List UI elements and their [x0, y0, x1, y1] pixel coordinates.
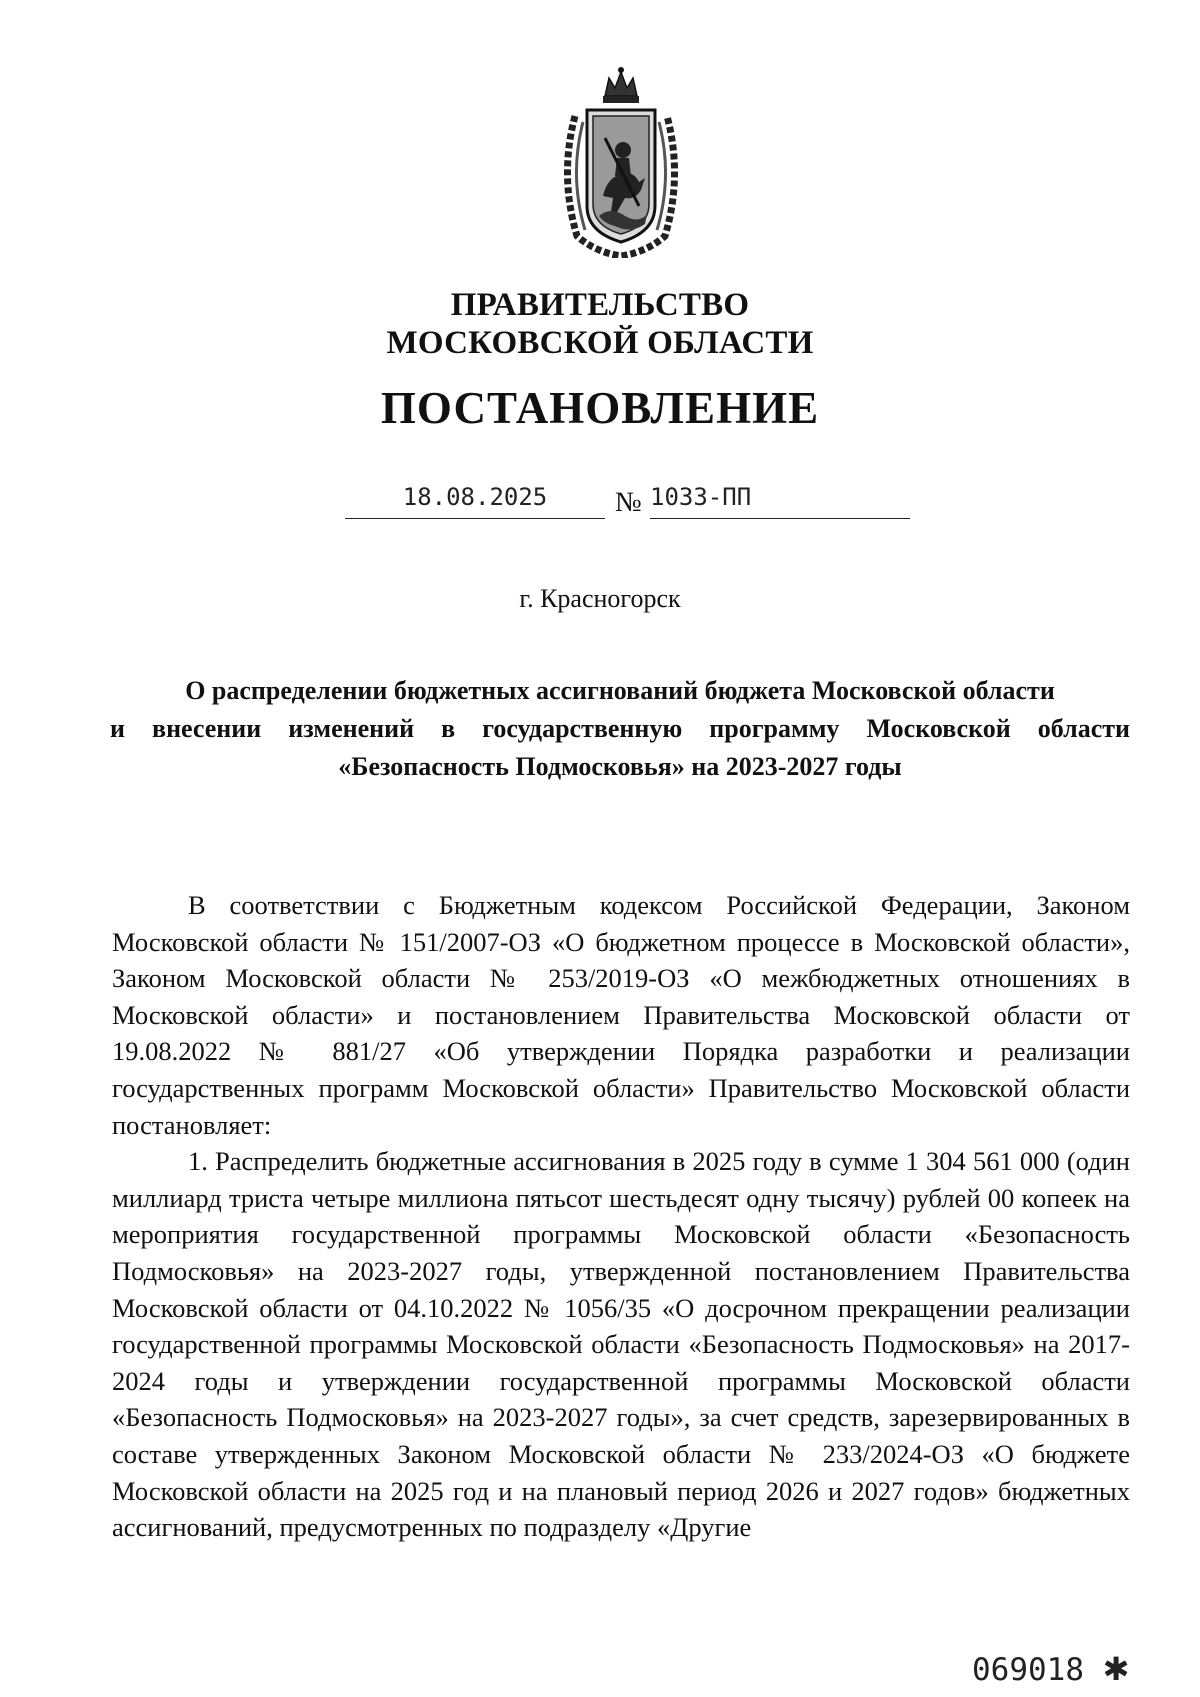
organization-name — [0, 286, 1200, 362]
document-subject — [110, 672, 1130, 786]
document-body — [112, 887, 1130, 1546]
document-date: 18.08.2025 — [402, 483, 548, 511]
item-1-paragraph: 1. Распределить бюджетные ассигнования в 2025 году в сумме 1 304 561 000 (один миллиард триста четыре миллиона пятьсот шестьдесят одну тысячу) рублей 00 копеек на мероприятия государственной программы Московской области «Безопасность Подмосковья» на 2023-2027 годы, утвержденной постановлением Правительства Московской области от 04.10.2022 № 1056/35 «О досрочном прекращении реализации государственной программы Московской области «Безопасность Подмосковья» на 2017-2024 годы и утверждении государственной программы Московской области «Безопасность Подмосковья» на 2023-2027 годы», за счет средств, зарезервированных в составе утвержденных Законом Московской области № 233/2024-ОЗ «О бюджете Московской области на 2025 год и на плановый период 2026 и 2027 годов» бюджетных ассигнований, предусмотренных по подразделу «Другие — [112, 1146, 1130, 1543]
date-number-line — [0, 475, 1200, 525]
city: г. Красногорск — [519, 584, 681, 613]
number-underline — [650, 518, 910, 519]
organization-line-1: ПРАВИТЕЛЬСТВО — [450, 287, 750, 323]
subject-line-3: «Безопасность Подмосковья» на 2023-2027 годы — [338, 752, 902, 781]
subject-line-1: О распределении бюджетных ассигнований бюджета Московской области — [185, 676, 1055, 705]
date-underline — [345, 518, 605, 519]
document-number: 1033-ПП — [650, 483, 752, 511]
number-sign: № — [615, 487, 642, 518]
coat-of-arms-icon — [555, 66, 687, 258]
asterisk-mark-icon: ✱ — [1102, 1650, 1130, 1688]
subject-line-2: и внесении изменений в государственную программу Московской области — [110, 714, 1130, 743]
document-type: ПОСТАНОВЛЕНИЕ — [380, 383, 820, 433]
serial-stamp — [972, 1650, 1129, 1688]
organization-line-2: МОСКОВСКОЙ ОБЛАСТИ — [386, 325, 814, 361]
serial-number: 069018 — [972, 1652, 1084, 1688]
preamble-paragraph: В соответствии с Бюджетным кодексом Российской Федерации, Законом Московской области № 151/2007-ОЗ «О бюджетном процессе в Московской области», Законом Московской области № 253/2019-ОЗ «О межбюджетных отношениях в Московской области» и постановлением Правительства Московской области от 19.08.2022 № 881/27 «Об утверждении Порядка разработки и реализации государственных программ Московской области» Правительство Московской области постановляет: — [112, 890, 1130, 1140]
